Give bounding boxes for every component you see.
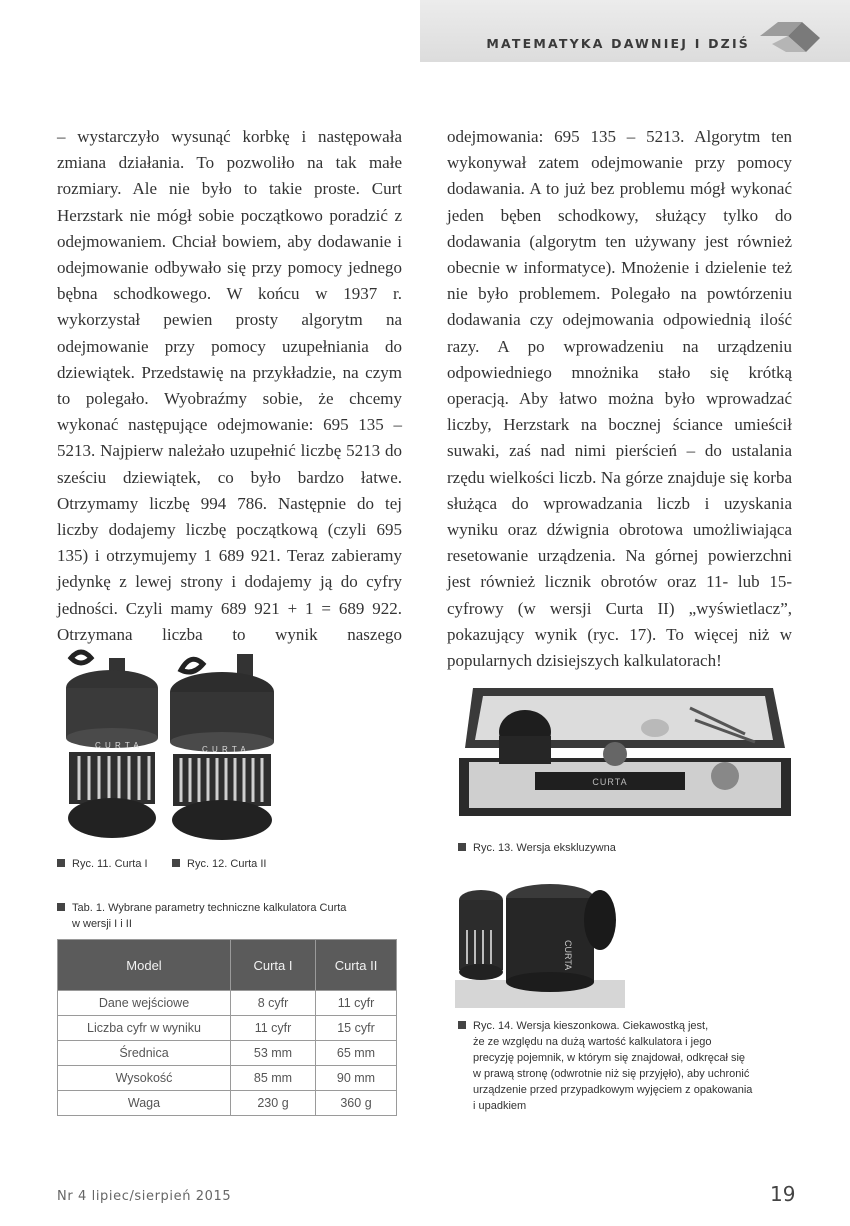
curta-exclusive-case-photo [455, 688, 795, 830]
table-row [58, 1041, 397, 1066]
table-cell: Średnica [58, 1041, 231, 1066]
caption-ryc-13: Ryc. 13. Wersja ekskluzywna [458, 840, 616, 856]
parameters-table [57, 939, 397, 1116]
pocket-label: CURTA [563, 940, 573, 971]
page-number: 19 [770, 1182, 796, 1206]
case-label: CURTA [592, 777, 628, 787]
table-cell: 360 g [316, 1091, 397, 1116]
curta-i-device [66, 652, 158, 838]
table-cell: Waga [58, 1091, 231, 1116]
table-cell: Dane wejściowe [58, 991, 231, 1016]
caption-ryc-14 [458, 1018, 798, 1114]
caption-bullet [57, 859, 65, 867]
caption-bullet [172, 859, 180, 867]
table-cell: 53 mm [231, 1041, 316, 1066]
table-header-cell: Curta I [231, 940, 316, 991]
table-cell: 8 cyfr [231, 991, 316, 1016]
header-band [420, 0, 850, 62]
caption-bullet [57, 903, 65, 911]
caption-ryc-11: Ryc. 11. Curta I [57, 856, 148, 872]
curta-ii-label: C U R T A [202, 745, 247, 754]
table-header-cell: Model [58, 940, 231, 991]
table-cell: Wysokość [58, 1066, 231, 1091]
caption-ryc-14-line: że ze względu na dużą wartość kalkulatora i jego [473, 1036, 712, 1048]
table-caption: Tab. 1. Wybrane parametry techniczne kalkulatora Curta w wersji I i II [57, 900, 402, 932]
ribbon-logo-icon [758, 14, 824, 56]
caption-ryc-12: Ryc. 12. Curta II [172, 856, 266, 872]
curta-i-label: C U R T A [95, 741, 140, 750]
caption-bullet [458, 843, 466, 851]
caption-bullet [458, 1021, 466, 1029]
table-cell: Liczba cyfr w wyniku [58, 1016, 231, 1041]
curta-pocket-version-photo [455, 880, 625, 1008]
caption-ryc-14-line: precyzję pojemnik, w którym się znajdował, odkręcał się [473, 1052, 746, 1064]
section-title: MATEMATYKA DAWNIEJ I DZIŚ [486, 36, 750, 51]
issue-info: Nr 4 lipiec/sierpień 2015 [57, 1189, 232, 1204]
caption-ryc-14-line: Ryc. 14. Wersja kieszonkowa. Ciekawostką jest, [458, 1018, 798, 1034]
table-row [58, 1066, 397, 1091]
table-cell: 85 mm [231, 1066, 316, 1091]
caption-ryc-14-line: urządzenie przed przypadkowym wyjęciem z opakowania [473, 1084, 753, 1096]
table-row [58, 1016, 397, 1041]
table-cell: 90 mm [316, 1066, 397, 1091]
article-right-column: odejmowania: 695 135 – 5213. Algorytm ten wykonywał zatem odejmowanie przy pomocy dodawania. A to już bez problemu mógł wykonać jeden bęben schodkowy, służący tylko do dodawania (algorytm ten używany jest również obecnie w informatyce). Mnożenie i dzielenie też nie było problemem. Polegało na powtórzeniu dodawania czy odejmowania odpowiednią ilość razy. A po wprowadzeniu na urządzeniu odpowiedniego mnożnika stało się krótką operacją. Aby łatwo można było wprowadzać liczby, Herzstark na bocznej ściance umieścił suwaki, zaś nad nimi pierścień – do ustalania rzędu wielkości liczb. Na górze znajduje się korba służąca do wprowadzania liczb i uzyskania wyniku oraz dźwignia obrotowa umożliwiająca resetowanie urządzenia. Na górnej powierzchni jest również licznik obrotów oraz 11- lub 15-cyfrowy (w wersji Curta II) „wyświetlacz”, pokazujący wynik (ryc. 17). To więcej niż w popularnych dzisiejszych kalkulatorach! [447, 127, 792, 671]
table-cell: 65 mm [316, 1041, 397, 1066]
table-row [58, 1091, 397, 1116]
caption-ryc-14-line: i upadkiem [473, 1100, 527, 1112]
table-row [58, 991, 397, 1016]
table-header-row [58, 940, 397, 991]
article-left-column: – wystarczyło wysunąć korbkę i następowała zmiana działania. To pozwoliło na tak małe rozmiary. Ale nie było to takie proste. Curt Herzstark nie mógł sobie początkowo poradzić z odejmowaniem. Chciał bowiem, aby dodawanie i odejmowanie odbywało się przy pomocy jednego bębna schodkowego. W końcu w 1937 r. wykorzystał pewien prosty algorytm na odejmowanie przy pomocy uzupełniania do dziewiątek. Przedstawię na przykładzie, na czym to polegało. Wyobraźmy sobie, że chcemy wykonać następujące odejmowanie: 695 135 – 5213. Najpierw należało uzupełnić liczbę 5213 do sześciu dziewiątek, co było bardzo łatwe. Otrzymamy liczbę 994 786. Następnie do tej liczby dodajemy liczbę początkową (czyli 695 135) i otrzymujemy 1 689 921. Teraz zabieramy jedynkę z lewej strony i dodajemy ją do cyfry jedności. Czyli mamy 689 921 + 1 = 689 922. Otrzymana liczba to wynik naszego [57, 127, 402, 644]
caption-ryc-14-line: w prawą stronę (odwrotnie niż się przyjęło), aby uchronić [473, 1068, 750, 1080]
curta-i-ii-photo [57, 648, 287, 844]
table-cell: 230 g [231, 1091, 316, 1116]
table-header-cell: Curta II [316, 940, 397, 991]
curta-ii-device [170, 654, 274, 840]
table-cell: 15 cyfr [316, 1016, 397, 1041]
table-cell: 11 cyfr [231, 1016, 316, 1041]
table-cell: 11 cyfr [316, 991, 397, 1016]
